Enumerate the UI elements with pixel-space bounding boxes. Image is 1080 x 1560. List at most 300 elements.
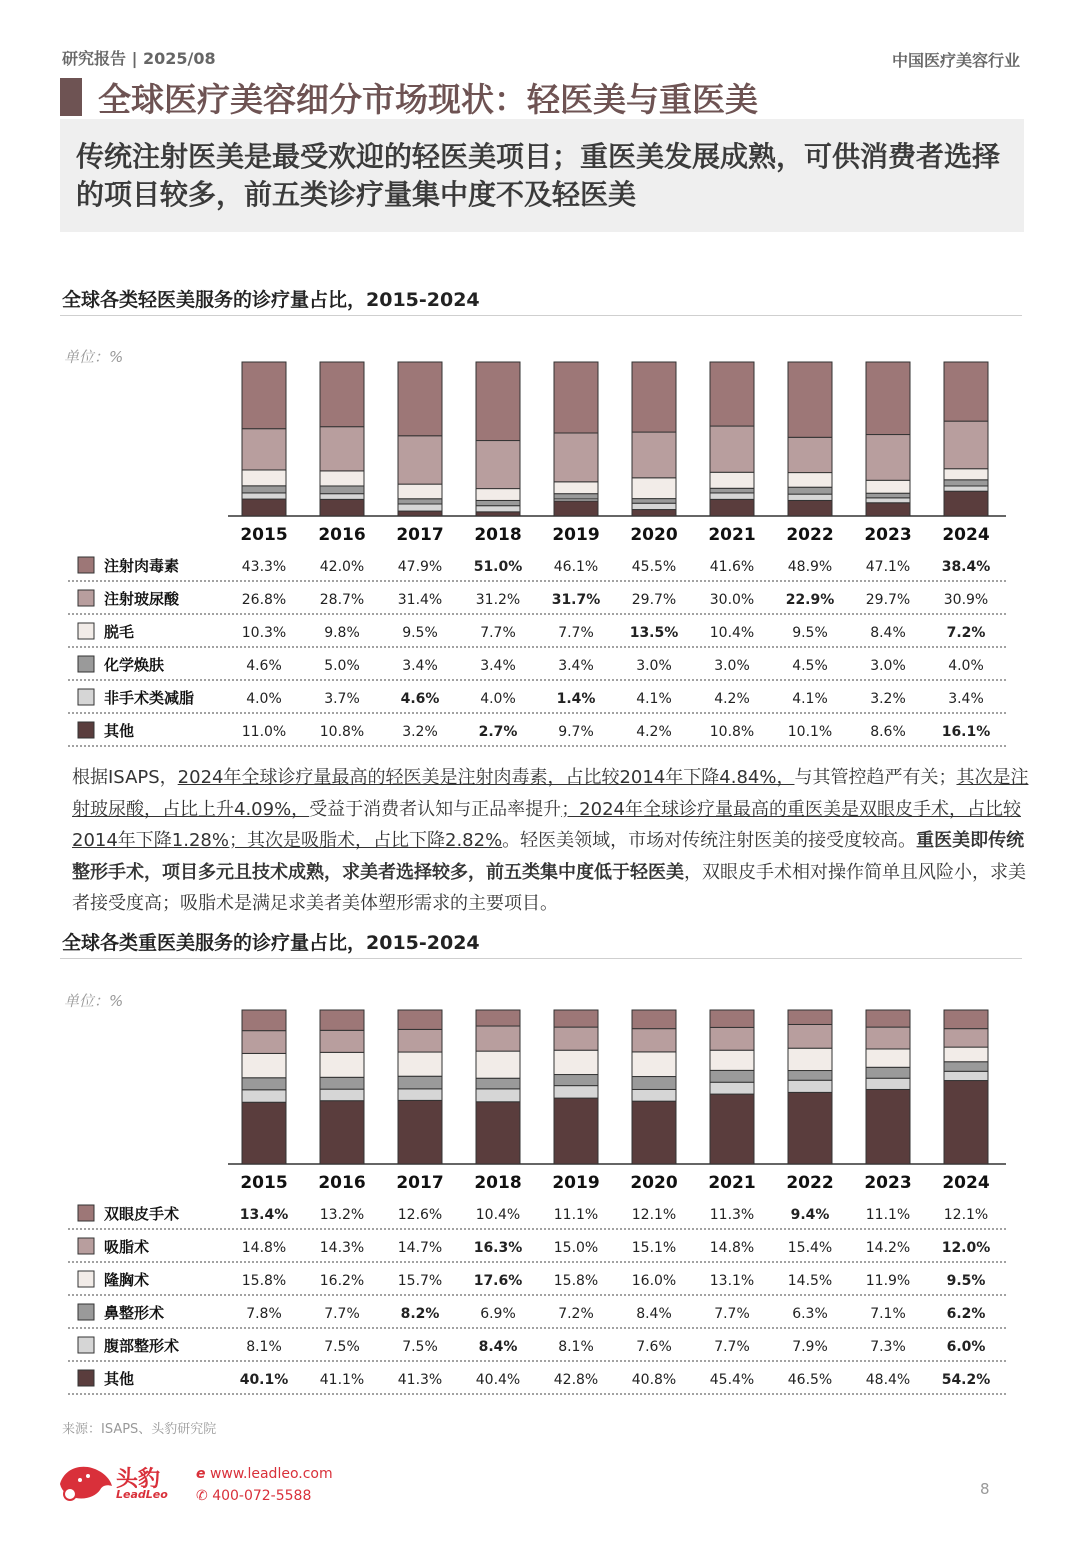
chart1-bar-2015-s3 bbox=[242, 486, 286, 493]
chart1-bar-2015-s2 bbox=[242, 470, 286, 486]
chart2-bar-2019-s4 bbox=[554, 1086, 598, 1098]
chart2-bar-2020-s0 bbox=[632, 1010, 676, 1029]
chart2-value-4-1: 7.5% bbox=[324, 1339, 360, 1355]
chart1-bar-2017-s1 bbox=[398, 436, 442, 484]
chart2-value-2-8: 11.9% bbox=[865, 1273, 911, 1289]
chart1-bar-2023-s4 bbox=[866, 498, 910, 503]
chart2-bar-2016-s1 bbox=[320, 1030, 364, 1052]
chart2-bar-2020-s1 bbox=[632, 1029, 676, 1052]
chart2-bar-2023-s1 bbox=[866, 1027, 910, 1049]
chart2-value-2-3: 17.6% bbox=[473, 1273, 523, 1289]
para-part-7: 。轻医美领域，市场对传统注射医美的接受度较高。 bbox=[502, 830, 917, 851]
chart1-bar-2023-s0 bbox=[866, 362, 910, 435]
chart2-legend-name-5: 其他 bbox=[104, 1370, 135, 1388]
chart1-bar-2022-s5 bbox=[788, 500, 832, 516]
chart2-value-5-0: 40.1% bbox=[239, 1372, 289, 1388]
chart1-bar-2021-s4 bbox=[710, 493, 754, 499]
page-title: 全球医疗美容细分市场现状：轻医美与重医美 bbox=[98, 80, 758, 119]
chart2-value-4-2: 7.5% bbox=[402, 1339, 438, 1355]
chart2-bar-2017-s5 bbox=[398, 1100, 442, 1164]
para-part-9: ，双眼皮手术相对操作简单且风险小，求美者接受度高；吸脂术是满足求美者美体塑形需求的主要项目。 bbox=[72, 861, 1026, 914]
chart1-value-0-6: 41.6% bbox=[709, 559, 755, 575]
chart1-legend-name-5: 其他 bbox=[104, 722, 135, 740]
chart1-value-3-2: 3.4% bbox=[402, 658, 438, 674]
chart1-bar-2019-s1 bbox=[554, 433, 598, 482]
chart2-bar-2015-s5 bbox=[242, 1102, 286, 1164]
chart2-value-4-6: 7.7% bbox=[714, 1339, 750, 1355]
chart2-legend-swatch-3 bbox=[78, 1304, 94, 1320]
chart1-bar-2015-s4 bbox=[242, 493, 286, 499]
page-number: 8 bbox=[980, 1480, 990, 1498]
chart1-bar-2018-s0 bbox=[476, 362, 520, 441]
chart1-bar-2020-s5 bbox=[632, 510, 676, 516]
chart1-value-5-8: 8.6% bbox=[870, 724, 906, 740]
chart1-value-5-3: 2.7% bbox=[478, 724, 518, 740]
chart2-year-2017: 2017 bbox=[396, 1173, 444, 1193]
chart2-bar-2024-s0 bbox=[944, 1010, 988, 1029]
chart1-bar-2015-s5 bbox=[242, 499, 286, 516]
chart2-bar-2019-s5 bbox=[554, 1098, 598, 1164]
chart1-bar-2019-s2 bbox=[554, 482, 598, 494]
chart1-value-2-6: 10.4% bbox=[709, 625, 755, 641]
chart1-value-0-0: 43.3% bbox=[241, 559, 287, 575]
chart1-value-2-5: 13.5% bbox=[629, 625, 679, 641]
chart2-value-2-4: 15.8% bbox=[553, 1273, 599, 1289]
chart1-year-2016: 2016 bbox=[318, 525, 366, 545]
chart2-bar-2021-s0 bbox=[710, 1010, 754, 1027]
chart2-value-3-8: 7.1% bbox=[870, 1306, 906, 1322]
chart1-bar-2017-s2 bbox=[398, 484, 442, 499]
chart2-year-2022: 2022 bbox=[786, 1173, 834, 1193]
chart2-bar-2018-s2 bbox=[476, 1051, 520, 1078]
chart2-bar-2018-s3 bbox=[476, 1078, 520, 1089]
chart2-bar-2016-s2 bbox=[320, 1052, 364, 1077]
chart2-value-0-6: 11.3% bbox=[709, 1207, 755, 1223]
subtitle: 传统注射医美是最受欢迎的轻医美项目；重医美发展成熟，可供消费者选择的项目较多，前五类诊疗量集中度不及轻医美 bbox=[76, 140, 1001, 211]
chart2-bar-2020-s3 bbox=[632, 1077, 676, 1090]
chart2-value-1-3: 16.3% bbox=[473, 1240, 523, 1256]
chart1-bar-2019-s5 bbox=[554, 501, 598, 516]
chart1-value-3-6: 3.0% bbox=[714, 658, 750, 674]
chart1-bar-2024-s2 bbox=[944, 469, 988, 480]
chart1-rule bbox=[60, 315, 1022, 316]
phone-text: 400-072-5588 bbox=[212, 1488, 312, 1504]
chart2-value-2-5: 16.0% bbox=[631, 1273, 677, 1289]
chart2-bar-2020-s5 bbox=[632, 1101, 676, 1164]
chart1-bar-2019-s0 bbox=[554, 362, 598, 433]
website-link[interactable] bbox=[196, 1466, 333, 1482]
chart1-bar-2020-s0 bbox=[632, 362, 676, 432]
chart1-bar-2017-s5 bbox=[398, 511, 442, 516]
chart2-value-3-6: 7.7% bbox=[714, 1306, 750, 1322]
chart2-value-5-8: 48.4% bbox=[865, 1372, 911, 1388]
chart1-value-5-0: 11.0% bbox=[241, 724, 287, 740]
chart2-value-2-6: 13.1% bbox=[709, 1273, 755, 1289]
para-part-5: 受益于消费者认知与正品率提升 bbox=[309, 798, 562, 820]
chart1-bar-2023-s5 bbox=[866, 503, 910, 516]
chart2-bar-2015-s1 bbox=[242, 1031, 286, 1054]
chart2-legend-swatch-0 bbox=[78, 1205, 94, 1221]
chart2-value-4-3: 8.4% bbox=[478, 1339, 518, 1355]
analysis-paragraph bbox=[72, 762, 1032, 920]
chart2-value-1-9: 12.0% bbox=[941, 1240, 991, 1256]
chart2-legend-swatch-1 bbox=[78, 1238, 94, 1254]
chart1-value-3-1: 5.0% bbox=[324, 658, 360, 674]
chart1-legend-name-4: 非手术类减脂 bbox=[104, 689, 195, 707]
chart1-value-4-3: 4.0% bbox=[480, 691, 516, 707]
para-part-4: 其次是注射玻尿酸，占比上升4.09%， bbox=[72, 767, 1029, 820]
chart1-bar-2017-s3 bbox=[398, 499, 442, 504]
chart1-legend-name-0: 注射肉毒素 bbox=[104, 557, 180, 575]
chart2-bar-2018-s5 bbox=[476, 1102, 520, 1164]
chart1-svg bbox=[0, 340, 1080, 760]
chart2-value-4-7: 7.9% bbox=[792, 1339, 828, 1355]
chart2-bar-2021-s4 bbox=[710, 1082, 754, 1094]
chart1-value-1-7: 22.9% bbox=[785, 592, 835, 608]
chart2-value-5-1: 41.1% bbox=[319, 1372, 365, 1388]
chart1-value-0-1: 42.0% bbox=[319, 559, 365, 575]
chart2-year-2024: 2024 bbox=[942, 1173, 990, 1193]
chart1-legend-swatch-4 bbox=[78, 689, 94, 705]
logo-text-cn: 头豹 bbox=[116, 1467, 161, 1492]
industry-label: 中国医疗美容行业 bbox=[891, 51, 1020, 70]
chart1-bar-2018-s1 bbox=[476, 441, 520, 489]
chart1-value-2-8: 8.4% bbox=[870, 625, 906, 641]
chart1-bar-2019-s3 bbox=[554, 494, 598, 499]
chart1-bar-2022-s4 bbox=[788, 494, 832, 500]
chart2-value-1-7: 15.4% bbox=[787, 1240, 833, 1256]
chart1-value-5-1: 10.8% bbox=[319, 724, 365, 740]
title-marker bbox=[60, 78, 82, 116]
chart2-svg bbox=[0, 988, 1080, 1408]
chart2-bar-2023-s4 bbox=[866, 1078, 910, 1089]
chart1-value-5-9: 16.1% bbox=[941, 724, 991, 740]
chart2-bar-2023-s3 bbox=[866, 1067, 910, 1078]
chart1-bar-2016-s1 bbox=[320, 427, 364, 471]
chart1-value-5-6: 10.8% bbox=[709, 724, 755, 740]
chart2-value-1-2: 14.7% bbox=[397, 1240, 443, 1256]
chart2-bar-2018-s0 bbox=[476, 1010, 520, 1026]
chart1-legend-swatch-5 bbox=[78, 722, 94, 738]
chart1-bar-2016-s2 bbox=[320, 471, 364, 486]
chart1-value-1-3: 31.2% bbox=[475, 592, 521, 608]
chart2-value-5-4: 42.8% bbox=[553, 1372, 599, 1388]
chart2-bar-2021-s2 bbox=[710, 1050, 754, 1070]
chart1-value-2-9: 7.2% bbox=[946, 625, 986, 641]
chart2-value-0-1: 13.2% bbox=[319, 1207, 365, 1223]
chart1-value-3-3: 3.4% bbox=[480, 658, 516, 674]
chart2-value-2-2: 15.7% bbox=[397, 1273, 443, 1289]
chart2-unit: 单位：% bbox=[64, 992, 124, 1010]
chart1-value-2-4: 7.7% bbox=[558, 625, 594, 641]
chart1-value-5-2: 3.2% bbox=[402, 724, 438, 740]
chart1-bar-2024-s1 bbox=[944, 421, 988, 469]
chart1-bar-2024-s3 bbox=[944, 480, 988, 486]
chart1-bar-2018-s5 bbox=[476, 512, 520, 516]
chart2-year-2021: 2021 bbox=[708, 1173, 756, 1193]
chart1-bar-2020-s4 bbox=[632, 503, 676, 509]
chart2-bar-2022-s3 bbox=[788, 1071, 832, 1081]
chart1-value-3-9: 4.0% bbox=[948, 658, 984, 674]
chart1-legend-name-3: 化学焕肤 bbox=[104, 656, 165, 674]
chart2-year-2023: 2023 bbox=[864, 1173, 912, 1193]
phone-icon: ✆ bbox=[196, 1488, 208, 1504]
chart2-value-3-7: 6.3% bbox=[792, 1306, 828, 1322]
chart2-bar-2019-s1 bbox=[554, 1027, 598, 1050]
chart1-value-0-9: 38.4% bbox=[941, 559, 991, 575]
chart1-value-4-1: 3.7% bbox=[324, 691, 360, 707]
chart2-bar-2021-s3 bbox=[710, 1070, 754, 1082]
chart2-legend-name-0: 双眼皮手术 bbox=[104, 1205, 180, 1223]
chart1-bar-2016-s0 bbox=[320, 362, 364, 427]
chart1-value-5-4: 9.7% bbox=[558, 724, 594, 740]
chart2-value-4-9: 6.0% bbox=[946, 1339, 986, 1355]
chart2-value-5-9: 54.2% bbox=[941, 1372, 991, 1388]
chart1-unit: 单位：% bbox=[64, 348, 124, 366]
chart1-legend-swatch-1 bbox=[78, 590, 94, 606]
chart2-value-1-1: 14.3% bbox=[319, 1240, 365, 1256]
chart1-value-0-2: 47.9% bbox=[397, 559, 443, 575]
website-text: www.leadleo.com bbox=[209, 1466, 333, 1482]
chart1-value-4-5: 4.1% bbox=[636, 691, 672, 707]
chart2-title: 全球各类重医美服务的诊疗量占比，2015-2024 bbox=[62, 932, 480, 954]
chart1-bar-2016-s4 bbox=[320, 494, 364, 500]
chart1-value-1-5: 29.7% bbox=[631, 592, 677, 608]
chart1-legend-swatch-2 bbox=[78, 623, 94, 639]
chart1-year-2024: 2024 bbox=[942, 525, 990, 545]
chart1-year-2022: 2022 bbox=[786, 525, 834, 545]
chart2-year-2016: 2016 bbox=[318, 1173, 366, 1193]
chart1-value-1-4: 31.7% bbox=[551, 592, 601, 608]
chart2-bar-2015-s2 bbox=[242, 1053, 286, 1077]
chart1-bar-2020-s3 bbox=[632, 499, 676, 504]
chart1-value-3-5: 3.0% bbox=[636, 658, 672, 674]
chart2-bar-2017-s2 bbox=[398, 1052, 442, 1076]
chart2-value-5-3: 40.4% bbox=[475, 1372, 521, 1388]
chart2-year-2019: 2019 bbox=[552, 1173, 600, 1193]
chart1-bar-2016-s3 bbox=[320, 486, 364, 494]
chart2-bar-2022-s5 bbox=[788, 1092, 832, 1164]
chart1-bar-2024-s5 bbox=[944, 491, 988, 516]
chart2-value-4-5: 7.6% bbox=[636, 1339, 672, 1355]
chart2-bar-2019-s2 bbox=[554, 1050, 598, 1074]
chart1-bar-2018-s2 bbox=[476, 489, 520, 501]
chart2-bar-2015-s4 bbox=[242, 1090, 286, 1102]
chart2-value-2-0: 15.8% bbox=[241, 1273, 287, 1289]
chart1-bar-2018-s4 bbox=[476, 506, 520, 512]
chart1-bar-2022-s3 bbox=[788, 487, 832, 494]
chart2-value-1-5: 15.1% bbox=[631, 1240, 677, 1256]
chart2-value-0-7: 9.4% bbox=[790, 1207, 830, 1223]
chart2-legend-name-1: 吸脂术 bbox=[104, 1238, 150, 1256]
chart2-value-3-0: 7.8% bbox=[246, 1306, 282, 1322]
chart2-bar-2017-s1 bbox=[398, 1029, 442, 1052]
chart1-bar-2022-s0 bbox=[788, 362, 832, 437]
chart1-value-4-9: 3.4% bbox=[948, 691, 984, 707]
chart1-value-1-9: 30.9% bbox=[943, 592, 989, 608]
chart2-value-1-6: 14.8% bbox=[709, 1240, 755, 1256]
chart1-value-3-8: 3.0% bbox=[870, 658, 906, 674]
chart2-bar-2021-s5 bbox=[710, 1094, 754, 1164]
chart2-value-2-7: 14.5% bbox=[787, 1273, 833, 1289]
chart2-bar-2023-s5 bbox=[866, 1089, 910, 1164]
report-date: 研究报告 | 2025/08 bbox=[62, 49, 216, 68]
chart2-value-3-1: 7.7% bbox=[324, 1306, 360, 1322]
chart2-rule bbox=[60, 958, 1022, 959]
chart1-bar-2016-s5 bbox=[320, 499, 364, 516]
chart1-value-0-3: 51.0% bbox=[473, 559, 523, 575]
logo-text-en: LeadLeo bbox=[116, 1488, 168, 1501]
chart2-value-2-9: 9.5% bbox=[946, 1273, 986, 1289]
chart2-value-0-0: 13.4% bbox=[239, 1207, 289, 1223]
chart1-legend-name-2: 脱毛 bbox=[104, 623, 135, 641]
chart2-bar-2016-s3 bbox=[320, 1077, 364, 1089]
chart1-year-2015: 2015 bbox=[240, 525, 288, 545]
chart2-bar-2021-s1 bbox=[710, 1027, 754, 1050]
chart2-value-2-1: 16.2% bbox=[319, 1273, 365, 1289]
chart2-value-0-4: 11.1% bbox=[553, 1207, 599, 1223]
chart1-value-4-6: 4.2% bbox=[714, 691, 750, 707]
chart1-value-1-6: 30.0% bbox=[709, 592, 755, 608]
chart2-bar-2020-s4 bbox=[632, 1089, 676, 1101]
chart1-year-2018: 2018 bbox=[474, 525, 522, 545]
chart2-value-1-0: 14.8% bbox=[241, 1240, 287, 1256]
para-part-3: 与其管控趋严有关； bbox=[794, 767, 957, 788]
chart1-value-0-4: 46.1% bbox=[553, 559, 599, 575]
chart1-bar-2018-s3 bbox=[476, 500, 520, 505]
chart1-value-2-0: 10.3% bbox=[241, 625, 287, 641]
para-part-2: 2024年全球诊疗量最高的轻医美是注射肉毒素，占比较2014年下降4.84%， bbox=[177, 767, 795, 788]
chart2-bar-2024-s2 bbox=[944, 1047, 988, 1062]
chart1-bar-2022-s2 bbox=[788, 473, 832, 488]
chart2-year-2015: 2015 bbox=[240, 1173, 288, 1193]
chart2-bar-2017-s4 bbox=[398, 1089, 442, 1101]
chart2-bar-2022-s0 bbox=[788, 1010, 832, 1024]
chart2-legend-swatch-4 bbox=[78, 1337, 94, 1353]
chart1-bar-2022-s1 bbox=[788, 437, 832, 472]
para-part-1: 根据ISAPS， bbox=[72, 767, 178, 788]
chart2-value-0-3: 10.4% bbox=[475, 1207, 521, 1223]
chart2-year-2020: 2020 bbox=[630, 1173, 678, 1193]
chart1-value-4-7: 4.1% bbox=[792, 691, 828, 707]
chart1-value-3-4: 3.4% bbox=[558, 658, 594, 674]
chart1-value-1-2: 31.4% bbox=[397, 592, 443, 608]
chart1-title: 全球各类轻医美服务的诊疗量占比，2015-2024 bbox=[62, 289, 480, 311]
chart1-value-3-7: 4.5% bbox=[792, 658, 828, 674]
chart1-value-4-2: 4.6% bbox=[400, 691, 440, 707]
chart2-bar-2016-s0 bbox=[320, 1010, 364, 1030]
chart2-value-0-5: 12.1% bbox=[631, 1207, 677, 1223]
chart2-legend-name-4: 腹部整形术 bbox=[104, 1337, 180, 1355]
chart2-legend-name-2: 隆胸术 bbox=[104, 1271, 150, 1289]
chart2-bar-2017-s0 bbox=[398, 1010, 442, 1029]
chart1-value-0-7: 48.9% bbox=[787, 559, 833, 575]
chart1-year-2019: 2019 bbox=[552, 525, 600, 545]
chart2-bar-2018-s4 bbox=[476, 1089, 520, 1102]
chart1-year-2017: 2017 bbox=[396, 525, 444, 545]
chart1-value-1-1: 28.7% bbox=[319, 592, 365, 608]
web-icon: e bbox=[196, 1466, 206, 1482]
chart1-bar-2020-s2 bbox=[632, 478, 676, 499]
chart1-bar-2021-s1 bbox=[710, 426, 754, 472]
chart1-value-2-7: 9.5% bbox=[792, 625, 828, 641]
chart2-legend-swatch-5 bbox=[78, 1370, 94, 1386]
phone-number bbox=[196, 1488, 311, 1504]
chart2-bar-2024-s5 bbox=[944, 1081, 988, 1164]
chart1-value-2-1: 9.8% bbox=[324, 625, 360, 641]
chart2-value-4-0: 8.1% bbox=[246, 1339, 282, 1355]
chart2-value-1-8: 14.2% bbox=[865, 1240, 911, 1256]
chart1-bar-2023-s2 bbox=[866, 480, 910, 493]
chart1-value-0-5: 45.5% bbox=[631, 559, 677, 575]
chart1-year-2023: 2023 bbox=[864, 525, 912, 545]
chart2-value-5-5: 40.8% bbox=[631, 1372, 677, 1388]
chart2-bar-2023-s0 bbox=[866, 1010, 910, 1027]
chart1-bar-2021-s2 bbox=[710, 472, 754, 488]
chart1-value-3-0: 4.6% bbox=[246, 658, 282, 674]
chart1-bar-2017-s0 bbox=[398, 362, 442, 436]
chart2-bar-2019-s3 bbox=[554, 1075, 598, 1086]
para-part-6: ；2024年全球诊疗量最高的重医美是双眼皮手术，占比较2014年下降1.28%；其次是吸脂术，占比下降2.82% bbox=[72, 798, 1021, 851]
chart1-value-2-2: 9.5% bbox=[402, 625, 438, 641]
chart1-bar-2023-s1 bbox=[866, 435, 910, 481]
chart2-bar-2017-s3 bbox=[398, 1076, 442, 1089]
chart2-bar-2022-s4 bbox=[788, 1080, 832, 1092]
chart2-bar-2024-s3 bbox=[944, 1062, 988, 1072]
chart2-value-3-9: 6.2% bbox=[946, 1306, 986, 1322]
chart1-value-4-8: 3.2% bbox=[870, 691, 906, 707]
chart2-bar-2018-s1 bbox=[476, 1026, 520, 1051]
chart2-value-0-9: 12.1% bbox=[943, 1207, 989, 1223]
para-part-8: 重医美即传统整形手术，项目多元且技术成熟，求美者选择较多，前五类集中度低于轻医美 bbox=[72, 830, 1025, 883]
chart1-value-2-3: 7.7% bbox=[480, 625, 516, 641]
chart1-value-1-0: 26.8% bbox=[241, 592, 287, 608]
chart1-bar-2017-s4 bbox=[398, 504, 442, 511]
chart2-value-4-8: 7.3% bbox=[870, 1339, 906, 1355]
chart1-value-5-7: 10.1% bbox=[787, 724, 833, 740]
chart1-bar-2021-s5 bbox=[710, 499, 754, 516]
chart1-legend-swatch-3 bbox=[78, 656, 94, 672]
chart1-value-4-0: 4.0% bbox=[246, 691, 282, 707]
chart2-bar-2015-s3 bbox=[242, 1078, 286, 1090]
chart2-value-5-6: 45.4% bbox=[709, 1372, 755, 1388]
chart2-bar-2020-s2 bbox=[632, 1052, 676, 1077]
chart2-value-5-7: 46.5% bbox=[787, 1372, 833, 1388]
chart1-value-4-4: 1.4% bbox=[556, 691, 596, 707]
chart2-value-4-4: 8.1% bbox=[558, 1339, 594, 1355]
chart2-year-2018: 2018 bbox=[474, 1173, 522, 1193]
chart2-value-3-2: 8.2% bbox=[400, 1306, 440, 1322]
chart2-value-3-3: 6.9% bbox=[480, 1306, 516, 1322]
chart2-bar-2016-s5 bbox=[320, 1101, 364, 1164]
chart1-value-5-5: 4.2% bbox=[636, 724, 672, 740]
chart2-bar-2023-s2 bbox=[866, 1049, 910, 1067]
chart1-bar-2024-s0 bbox=[944, 362, 988, 421]
chart1-bar-2021-s0 bbox=[710, 362, 754, 426]
leopard-logo-icon bbox=[56, 1460, 114, 1502]
chart1-legend-swatch-0 bbox=[78, 557, 94, 573]
chart2-value-0-2: 12.6% bbox=[397, 1207, 443, 1223]
chart2-bar-2015-s0 bbox=[242, 1010, 286, 1031]
chart1-value-1-8: 29.7% bbox=[865, 592, 911, 608]
chart1-bar-2024-s4 bbox=[944, 486, 988, 491]
chart1-bar-2015-s0 bbox=[242, 362, 286, 429]
chart2-value-3-4: 7.2% bbox=[558, 1306, 594, 1322]
chart2-value-5-2: 41.3% bbox=[397, 1372, 443, 1388]
source-note: 来源：ISAPS、头豹研究院 bbox=[62, 1422, 217, 1437]
chart2-bar-2019-s0 bbox=[554, 1010, 598, 1027]
chart1-bar-2023-s3 bbox=[866, 493, 910, 498]
